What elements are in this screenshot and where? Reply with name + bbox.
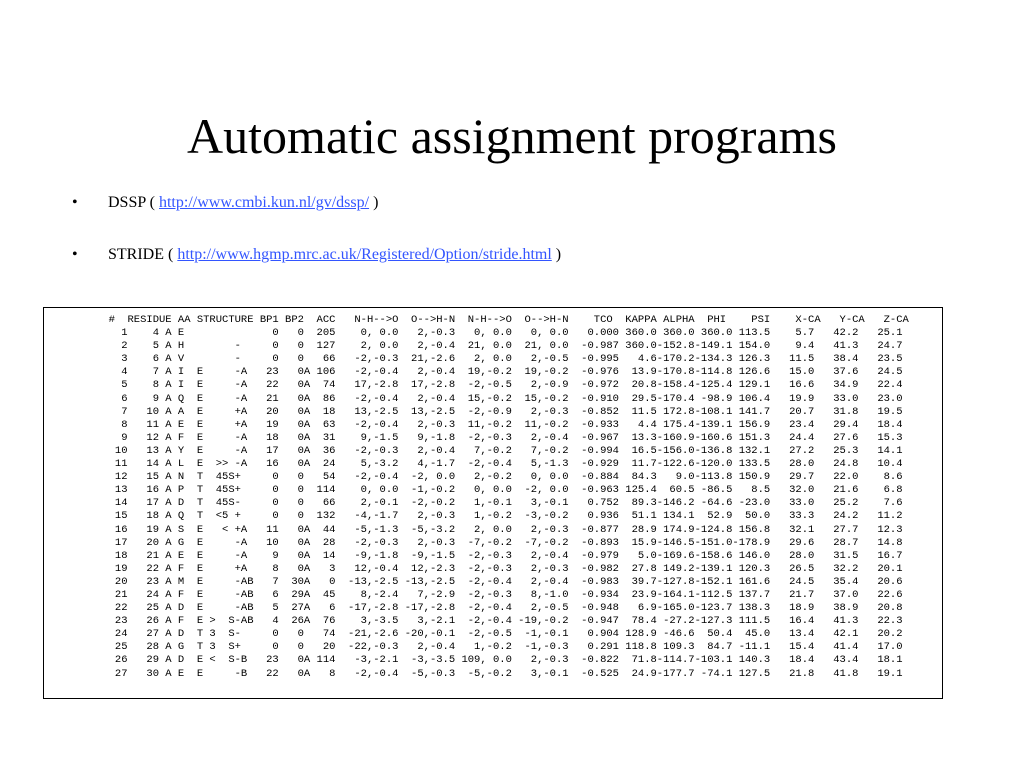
table-row: 26 29 A D E < S-B 23 0A 114 -3,-2.1 -3,-3.5 109, 0.0 2,-0.3 -0.822 71.8-114.7-103.1 140.3 18.4 43.4 18.1	[96, 654, 903, 667]
table-row: 9 12 A F E -A 18 0A 31 9,-1.5 9,-1.8 -2,-0.3 2,-0.4 -0.967 13.3-160.9-160.6 151.3 24.4 27.6 15.3	[96, 431, 903, 444]
bullet-dot-icon: •	[72, 246, 78, 263]
table-row: 24 27 A D T 3 S- 0 0 74 -21,-2.6 -20,-0.1 -2,-0.5 -1,-0.1 0.904 128.9 -46.6 50.4 45.0 13.4 42.1 20.2	[96, 628, 903, 641]
table-row: 19 22 A F E +A 8 0A 3 12,-0.4 12,-2.3 -2,-0.3 2,-0.3 -0.982 27.8 149.2-139.1 120.3 26.5 32.2 20.1	[96, 562, 903, 575]
close-paren: )	[373, 194, 379, 211]
dssp-link[interactable]: http://www.cmbi.kun.nl/gv/dssp/	[158, 194, 370, 211]
open-paren: (	[168, 246, 174, 263]
slide-title: Automatic assignment programs	[187, 108, 837, 164]
bullet-stride	[72, 244, 972, 266]
table-row: 8 11 A E E +A 19 0A 63 -2,-0.4 2,-0.3 11,-0.2 11,-0.2 -0.933 4.4 175.4-139.1 156.9 23.4 29.4 18.4	[96, 418, 903, 431]
table-row: 25 28 A G T 3 S+ 0 0 20 -22,-0.3 2,-0.4 1,-0.2 -1,-0.3 0.291 118.8 109.3 84.7 -11.1 15.4 41.4 17.0	[96, 641, 903, 654]
bullet-label: STRIDE	[108, 246, 164, 263]
table-row: 4 7 A I E -A 23 0A 106 -2,-0.4 2,-0.4 19,-0.2 19,-0.2 -0.976 13.9-170.8-114.8 126.6 15.0 37.6 24.5	[96, 366, 903, 379]
table-row: 15 18 A Q T <5 + 0 0 132 -4,-1.7 2,-0.3 1,-0.2 -3,-0.2 0.936 51.1 134.1 52.9 50.0 33.3 24.2 11.2	[96, 510, 903, 523]
table-header: # RESIDUE AA STRUCTURE BP1 BP2 ACC N-H-->O O-->H-N N-H-->O O-->H-N TCO KAPPA ALPHA PHI PSI X-CA Y-CA Z-CA	[96, 314, 909, 326]
table-row: 17 20 A G E -A 10 0A 28 -2,-0.3 2,-0.3 -7,-0.2 -7,-0.2 -0.893 15.9-146.5-151.0-178.9 29.6 28.7 14.8	[96, 536, 903, 549]
close-paren: )	[555, 246, 562, 263]
table-row: 18 21 A E E -A 9 0A 14 -9,-1.8 -9,-1.5 -2,-0.3 2,-0.4 -0.979 5.0-169.6-158.6 146.0 28.0 31.5 16.7	[96, 549, 903, 562]
table-row: 1 4 A E 0 0 205 0, 0.0 2,-0.3 0, 0.0 0, 0.0 0.000 360.0 360.0 360.0 113.5 5.7 42.2 25.1	[96, 327, 903, 340]
table-row: 12 15 A N T 45S+ 0 0 54 -2,-0.4 -2, 0.0 2,-0.2 0, 0.0 -0.884 84.3 9.0-113.8 150.9 29.7 22.0 8.6	[96, 471, 903, 484]
table-row: 27 30 A E E -B 22 0A 8 -2,-0.4 -5,-0.3 -5,-0.2 3,-0.1 -0.525 24.9-177.7 -74.1 127.5 21.8 41.8 19.1	[96, 667, 903, 680]
bullet-dssp	[72, 192, 972, 214]
table-row: 2 5 A H - 0 0 127 2, 0.0 2,-0.4 21, 0.0 21, 0.0 -0.987 360.0-152.8-149.1 154.0 9.4 41.3 24.7	[96, 340, 903, 353]
open-paren: (	[149, 194, 155, 211]
table-row: 16 19 A S E < +A 11 0A 44 -5,-1.3 -5,-3.2 2, 0.0 2,-0.3 -0.877 28.9 174.9-124.8 156.8 32.1 27.7 12.3	[96, 523, 903, 536]
bullet-label: DSSP	[108, 194, 146, 211]
table-row: 22 25 A D E -AB 5 27A 6 -17,-2.8 -17,-2.8 -2,-0.4 2,-0.5 -0.948 6.9-165.0-123.7 138.3 18.9 38.9 20.8	[96, 602, 903, 615]
table-row: 3 6 A V - 0 0 66 -2,-0.3 21,-2.6 2, 0.0 2,-0.5 -0.995 4.6-170.2-134.3 126.3 11.5 38.4 23.5	[96, 353, 903, 366]
table-row: 21 24 A F E -AB 6 29A 45 8,-2.4 7,-2.9 -2,-0.3 8,-1.0 -0.934 23.9-164.1-112.5 137.7 21.7 37.0 22.6	[96, 588, 903, 601]
bullet-list	[72, 192, 972, 296]
stride-link[interactable]: http://www.hgmp.mrc.ac.uk/Registered/Option/stride.html	[177, 246, 552, 263]
table-row: 13 16 A P T 45S+ 0 0 114 0, 0.0 -1,-0.2 0, 0.0 -2, 0.0 -0.963 125.4 60.5 -86.5 8.5 32.0 21.6 6.8	[96, 484, 903, 497]
table-row: 7 10 A A E +A 20 0A 18 13,-2.5 13,-2.5 -2,-0.9 2,-0.3 -0.852 11.5 172.8-108.1 141.7 20.7 31.8 19.5	[96, 405, 903, 418]
bullet-dot-icon: •	[72, 194, 78, 211]
table-row: 11 14 A L E >> -A 16 0A 24 5,-3.2 4,-1.7 -2,-0.4 5,-1.3 -0.929 11.7-122.6-120.0 133.5 28.0 24.8 10.4	[96, 458, 903, 471]
table-row: 14 17 A D T 45S- 0 0 66 2,-0.1 -2,-0.2 1,-0.1 3,-0.1 0.752 89.3-146.2 -64.6 -23.0 33.0 25.2 7.6	[96, 497, 903, 510]
table-row: 20 23 A M E -AB 7 30A 0 -13,-2.5 -13,-2.5 -2,-0.4 2,-0.4 -0.983 39.7-127.8-152.1 161.6 24.5 35.4 20.6	[96, 575, 903, 588]
table-row: 10 13 A Y E -A 17 0A 36 -2,-0.3 2,-0.4 7,-0.2 7,-0.2 -0.994 16.5-156.0-136.8 132.1 27.2 25.3 14.1	[96, 444, 903, 457]
table-row: 6 9 A Q E -A 21 0A 86 -2,-0.4 2,-0.4 15,-0.2 15,-0.2 -0.910 29.5-170.4 -98.9 106.4 19.9 33.0 23.0	[96, 392, 903, 405]
table-row: 5 8 A I E -A 22 0A 74 17,-2.8 17,-2.8 -2,-0.5 2,-0.9 -0.972 20.8-158.4-125.4 129.1 16.6 34.9 22.4	[96, 379, 903, 392]
table-row: 23 26 A F E > S-AB 4 26A 76 3,-3.5 3,-2.1 -2,-0.4 -19,-0.2 -0.947 78.4 -27.2-127.3 111.5 16.4 41.3 22.3	[96, 615, 903, 628]
dssp-output-table	[43, 307, 943, 699]
